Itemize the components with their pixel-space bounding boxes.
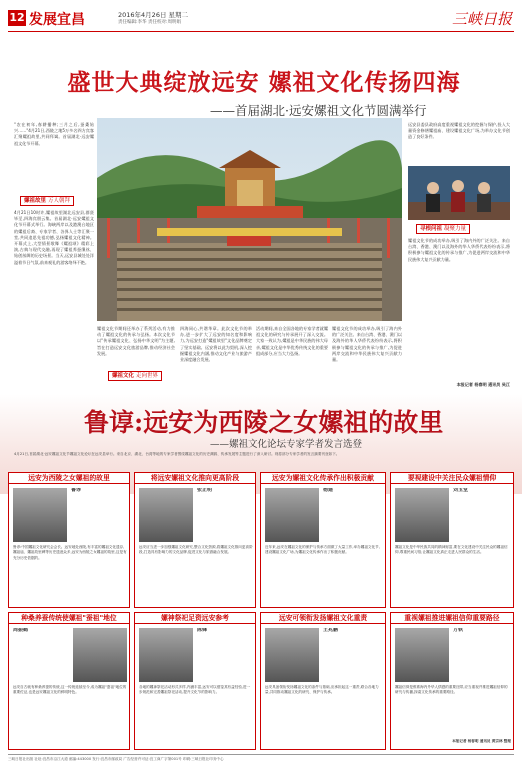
article-col4-text-b: 嫘祖文化节的成功举办,吸引了海内外的广泛关注。来自台湾、香港、澳门以及海外的华人华侨代表纷纷表示,将积极参与嫘祖文化的传承与推广,为促进两岸交流和中华民族伟大复兴贡献力量。 — [408, 238, 510, 262]
forum-box-3 — [260, 472, 386, 608]
article-col1-text-b: 4月21日10时许,嫘祖故里湖北远安县,群贤毕至,四海宾朋云集。首届湖北·远安嫘祖文化节开幕式举行。海峡两岸以及港澳台地区的嫘祖后裔、专家学者、各界人士等汇聚一堂,共同追思先祖功德,弘扬嫘祖文化精神。开幕式上,大型情景歌舞《嫘祖颂》精彩上演,古典与现代交融,再现了嫘祖养蚕缫丝、始创丝绸的历史场景。当天,远安县城处处洋溢着节日气氛,前来观礼的游客络绎不绝。 — [14, 210, 94, 265]
guest-photo — [408, 166, 510, 220]
article-col4-text-a: 远安县委县政府高度重视嫘祖文化的挖掘与保护,投入大量资金修缮嫘祖庙、建设嫘祖文化广场,为举办文化节创造了良好条件。 — [408, 122, 510, 140]
forum-box-6-title: 嫘神祭祀足资远安参考 — [135, 613, 255, 624]
forum-box-8-title: 重视嫘祖推进嫘祖信仰重要路径 — [391, 613, 513, 624]
editor-line: 责任编辑:李华 责任校对:周明娟 — [118, 20, 181, 25]
section-title: 发展宜昌 — [29, 12, 85, 28]
forum-box-4-text: 嫘祖文化是中华民族共同的精神财富,要在文化建设中关注民众的嫘祖信仰,尊重民间习俗,让嫘祖文化真正走进人民群众的生活。 — [395, 545, 508, 555]
forum-box-5-title: 种桑养蚕传统使嫘祖"蚕祖"地位 — [9, 613, 129, 624]
subhead-c-main: 寻根问祖 — [420, 226, 443, 232]
forum-lead: 4月21日,首届湖北·远安嫘祖文化节嫘祖文化论坛在远安县举行。来自北京、湖北、台湾等地的专家学者围绕嫘祖文化的历史渊源、传承发展等主题进行了深入研讨。现将部分专家学者的发言摘要刊登如下。 — [14, 452, 340, 456]
speaker-name-1: 鲁谆 — [71, 488, 82, 493]
speaker-name-2: 张正明 — [197, 488, 213, 493]
forum-box-4 — [390, 472, 514, 608]
forum-box-1-text: 鲁谆:中国嫘祖文化研究会会长。远安地处西陵,有丰富的嫘祖文化遗存,嫘祖庙、嫘祖故里碑等历史遗迹众多,远安为西陵之女嫘祖的故里,这是有充分历史依据的。 — [13, 545, 127, 560]
subhead-label-b — [108, 371, 162, 381]
subhead-label-c — [416, 224, 470, 234]
ceremony-photo — [97, 118, 402, 321]
forum-box-4-title: 要视建设中关注民众嫘祖情仰 — [391, 473, 513, 484]
forum-box-6 — [134, 612, 256, 750]
page-header — [8, 6, 514, 32]
subhead-label-a — [20, 196, 74, 206]
speaker-name-8: 方铁 — [453, 628, 464, 633]
article-col2-text-b: 四海同心,共谱华章。此次文化节的举办,进一步扩大了远安的知名度和影响力,为远安打造"嫘祖故里"文化品牌奠定了坚实基础。远安将以此为契机,深入挖掘嫘祖文化内涵,推动文化产业与旅游产业深度融合发展。 — [180, 326, 252, 363]
subhead-a-sub: 万人朝拜 — [47, 198, 70, 204]
subhead-b-sub: 走向世界 — [135, 373, 158, 379]
speaker-photo-1 — [13, 488, 67, 542]
main-subheadline: ——首届湖北·远安嫘祖文化节圆满举行 — [210, 103, 427, 118]
subhead-a-main: 嫘祖故里 — [24, 198, 47, 204]
forum-box-byline: 本报记者 杨春明 通讯员 黄宗林 整理 — [452, 739, 511, 743]
date-line: 2016年4月26日 星期二 — [118, 11, 189, 19]
article-byline: 本报记者 杨春明 通讯员 吴江 — [456, 382, 510, 387]
speaker-photo-5 — [73, 628, 127, 682]
speaker-name-3: 杨建 — [323, 488, 334, 493]
forum-subheadline: ——嫘祖文化论坛专家学者发言选登 — [210, 439, 363, 450]
forum-box-1-title: 远安为西陵之女嫘祖的故里 — [9, 473, 129, 484]
forum-box-2-text: 远安应当进一步加强嫘祖文化研究,整合文化资源,将嫘祖文化推向更高阶段,打造具有影响力的文化品牌,促进文化与旅游融合发展。 — [139, 545, 253, 555]
forum-box-5 — [8, 612, 130, 750]
speaker-name-7: 王兆鹏 — [323, 628, 339, 633]
speaker-photo-6 — [139, 628, 193, 682]
forum-box-8-text: 嫘祖信仰是维系海内外华人情感的重要纽带,应当重视并推进嫘祖信仰的研究与传播,探索文化传承的重要路径。 — [395, 685, 508, 695]
forum-box-6-text: 各地的嫘神祭祀活动形式多样,内涵丰富,远安可以借鉴其有益经验,进一步规范和完善嫘祖祭祀活动,提升文化节的影响力。 — [139, 685, 251, 695]
forum-box-2-title: 将远安嫘祖文化推向更高阶段 — [135, 473, 255, 484]
main-headline: 盛世大典绽放远安 嫘祖文化传扬四海 — [67, 69, 461, 96]
speaker-photo-3 — [265, 488, 319, 542]
forum-box-2 — [134, 472, 256, 608]
article-col3-text-a: 活动期间,来自全国各地的专家学者就嫘祖文化的研究与传承展开了深入交流。大家一致认为,嫘祖是中华民族的伟大母亲,嫘祖文化是中华优秀传统文化的重要组成部分,应当大力弘扬。 — [256, 326, 328, 356]
subhead-b-main: 嫘祖文化 — [112, 373, 135, 379]
speaker-photo-2 — [139, 488, 193, 542]
article-col2-text-a: 嫘祖文化节期间还举办了系列活动,有力推动了嫘祖文化的传承与弘扬。本次文化节以"传承嫘祖文化、弘扬中华文明"为主题,旨在打造远安文化旅游品牌,推动经济社会发展。 — [97, 326, 175, 356]
forum-box-7-title: 远安可领衔发扬嫘祖文化重责 — [261, 613, 385, 624]
forum-box-5-text: 远安自古就有种桑养蚕的传统,这一传统延续至今,成为嫘祖"蚕祖"地位的重要佐证,也是远安嫘祖文化的鲜明特色。 — [13, 685, 127, 695]
forum-box-3-title: 远安为嫘祖文化传承作出积极贡献 — [261, 473, 385, 484]
forum-box-7-text: 远安具备领衔发扬嫘祖文化的条件与基础,应承担起这一重责,联合各地力量,共同推动嫘祖文化的研究、保护与传承。 — [265, 685, 379, 695]
page-footer: 三峡日报社出版 社址:宜昌市沿江大道 邮编:443000 发行:宜昌市邮政局 广告经营许可证:宜工商广字第001号 印刷:三峡日报社印务中心 — [8, 754, 514, 762]
speaker-photo-8 — [395, 628, 449, 682]
speaker-name-5: 周振鹤 — [13, 628, 29, 633]
article-col3b-text: 嫘祖文化节的成功举办,吸引了海内外的广泛关注。来自台湾、香港、澳门以及海外的华人华侨代表纷纷表示,将积极参与嫘祖文化的传承与推广,为促进两岸交流和中华民族伟大复兴贡献力量。 — [332, 326, 402, 363]
forum-box-1 — [8, 472, 130, 608]
page-number: 12 — [9, 11, 25, 24]
newspaper-logo: 三峡日报 — [451, 10, 512, 28]
speaker-photo-7 — [265, 628, 319, 682]
article-col1-text-a: "农在初年,春耕播种;三月之后,蚕桑始兴……"4月21日,西陵之地5万多名四方宾客汇聚嫘祖故里,共同拜谒。首届湖北·远安嫘祖文化节开幕。 — [14, 122, 94, 146]
speaker-photo-4 — [395, 488, 449, 542]
speaker-name-4: 刘玉堂 — [453, 488, 469, 493]
forum-box-3-text: 近年来,远安在嫘祖文化的保护与传承方面做了大量工作,举办嫘祖文化节,建设嫘祖文化广场,为嫘祖文化传承作出了积极贡献。 — [265, 545, 380, 555]
subhead-c-sub: 凝聚力量 — [443, 226, 466, 232]
forum-box-8 — [390, 612, 514, 750]
forum-headline: 鲁谆:远安为西陵之女嫘祖的故里 — [84, 408, 444, 437]
speaker-name-6: 陈锋 — [197, 628, 208, 633]
forum-box-7 — [260, 612, 386, 750]
